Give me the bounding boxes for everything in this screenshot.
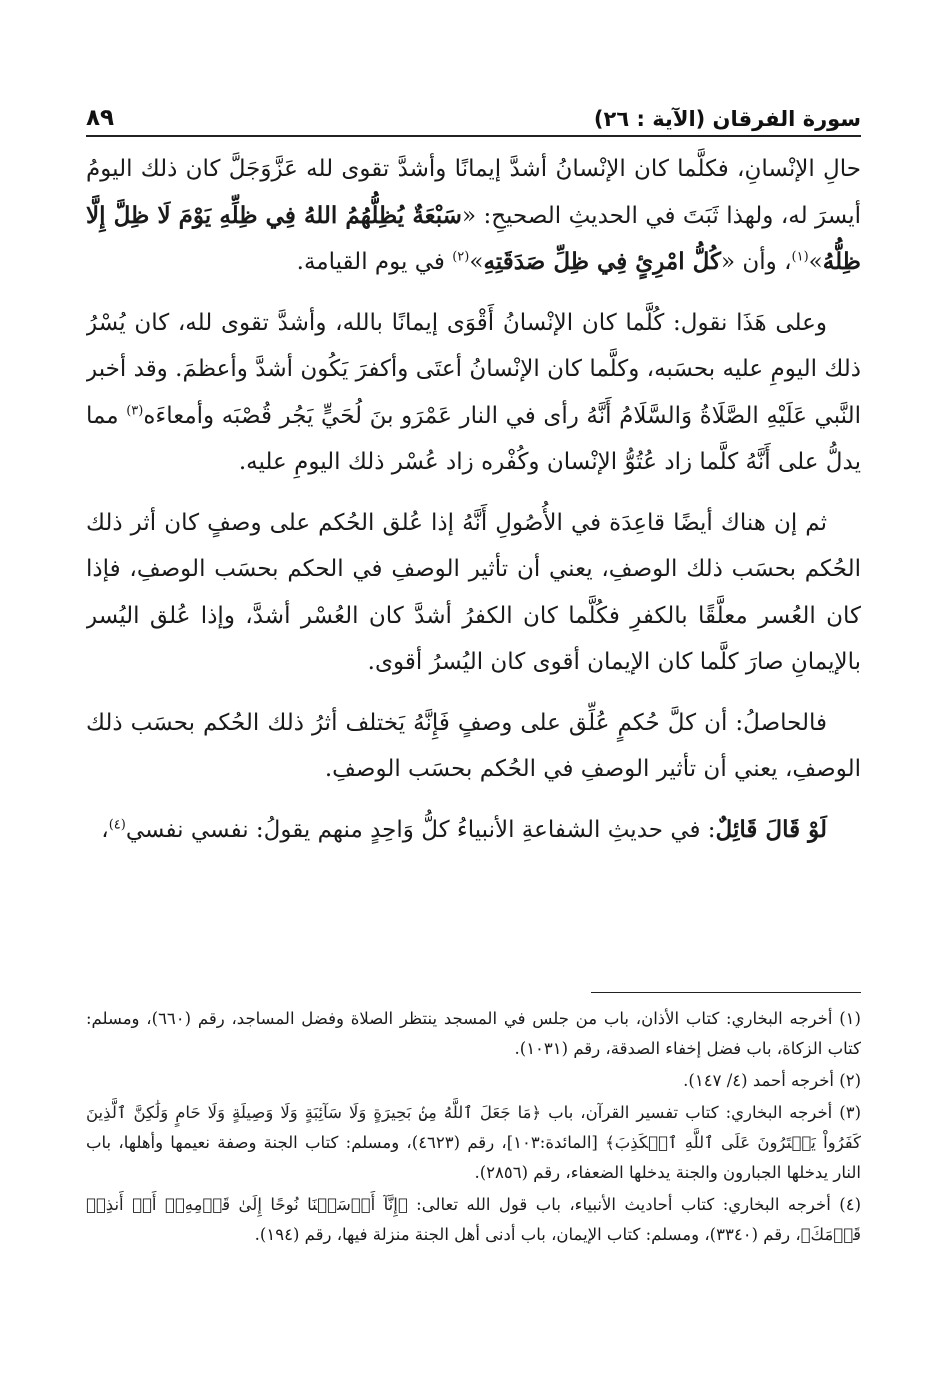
paragraph-5-text: : في حديثِ الشفاعةِ الأنبياءُ كلُّ وَاحِدٍ منهم يقولُ: نفسي نفسي (125, 816, 716, 843)
footnote-text: [المائدة:١٠٣]، رقم (٤٦٢٣)، ومسلم: كتاب الجنة وصفة نعيمها وأهلها، باب النار يدخلها الجبارون والجنة يدخلها الضعفاء، رقم (٢٨٥٦). (86, 1133, 861, 1182)
paragraph-2 (86, 300, 861, 486)
footnote-3 (86, 1098, 861, 1188)
paragraph-5 (86, 807, 861, 854)
page-header (86, 95, 861, 137)
footnote-text: أخرجه أحمد (٤/ ١٤٧). (683, 1071, 834, 1090)
paragraph-1 (86, 146, 861, 286)
footnote-text: أخرجه البخاري: كتاب تفسير القرآن، باب (541, 1103, 833, 1122)
paragraph-1-text: ، وأن « (721, 249, 792, 275)
footnotes (86, 1004, 861, 1304)
footnote-ref-2[interactable]: (٢) (452, 249, 470, 265)
footnote-2 (86, 1066, 861, 1096)
footnote-text: أخرجه البخاري: كتاب أحاديث الأنبياء، باب قول الله تعالى: (407, 1195, 831, 1214)
footnote-ref-4[interactable]: (٤) (108, 816, 126, 832)
footnote-text: أخرجه البخاري: كتاب الأذان، باب من جلس في المسجد ينتظر الصلاة وفضل المساجد، رقم (٦٦٠)، ومسلم: كتاب الزكاة، باب فضل إخفاء الصدقة، رقم (١٠٣١). (86, 1009, 861, 1058)
quote-close: » (469, 249, 484, 275)
footnote-number: (٢) (839, 1071, 861, 1090)
paragraph-5-text: ، (101, 816, 109, 843)
footnote-ref-3[interactable]: (٣) (126, 402, 144, 418)
footnote-number: (٤) (839, 1195, 861, 1214)
quran-verse: ﴿مَا جَعَلَ ٱللَّهُ مِنۢ بَحِيرَةٍ وَلَا سَآئِبَةٍ وَلَا وَصِيلَةٍ وَلَا حَامٍ وَلَٰكِنَّ ٱلَّذِينَ كَفَرُواْ يَفۡتَرُونَ عَلَى ٱللَّهِ ٱلۡكَذِبَ﴾ (86, 1103, 861, 1152)
footnote-divider (591, 992, 861, 993)
footnote-number: (١) (839, 1009, 861, 1028)
question-lead: لَوْ قَالَ قَائِلٌ (715, 815, 827, 843)
paragraph-1-text: في يوم القيامة. (296, 249, 453, 275)
footnote-ref-1[interactable]: (١) (791, 249, 809, 265)
paragraph-2-text: مما يدلُّ على أَنَّهُ كلَّما زاد عُتُوُّ الإنْسان وكُفْره زاد عُسْر ذلك اليومِ عليه. (86, 402, 861, 475)
paragraph-4: فالحاصلُ: أن كلَّ حُكمٍ عُلِّق على وصفٍ فَإِنَّهُ يَختلف أثرُ ذلك الحُكم بحسَب ذلك الوصفِ، يعني أن تأثير الوصفِ في الحُكم بحسَب الوصفِ. (86, 709, 861, 782)
main-text (86, 146, 861, 971)
paragraph-1-text: حالِ الإنْسانِ، فكلَّما كان الإنْسانُ أشدَّ إيمانًا وأشدَّ تقوى لله عَزَّوَجَلَّ كان ذلك اليومُ أيسرَ له، ولهذا ثَبَتَ في الحديثِ الصحيحِ: « (86, 156, 861, 229)
quran-verse: ﴿إِنَّآ أَرۡسَلۡنَا نُوحًا إِلَىٰ قَوۡمِهِۦٓ أَنۡ أَنذِرۡ قَوۡمَكَ﴾ (86, 1195, 861, 1244)
footnote-text: ، رقم (٣٣٤٠)، ومسلم: كتاب الإيمان، باب أدنى أهل الجنة منزلة فيها، رقم (١٩٤). (254, 1225, 801, 1244)
paragraph-2-text: وعلى هَذَا نقول: كُلَّما كان الإنْسانُ أَقْوَى إيمانًا بالله، وأشدَّ تقوى لله، كان يُسْرُ ذلك اليومِ عليه بحسَبه، وكلَّما كان الإنْسانُ أعتَى وأكفرَ يَكُون أشدَّ وأعظمَ. وقد أخبر النَّبي عَلَيْهِ الصَّلَاةُ وَالسَّلَامُ أَنَّهُ رأى في النار عَمْرَو بنَ لُحَيٍّ يَجُر قُصْبَه وأمعاءَه (86, 309, 861, 429)
paragraph-3: ثم إن هناك أيضًا قاعِدَة في الأُصُولِ أَنَّهُ إذا عُلق الحُكم على وصفٍ كان أثر ذلك الحُكم بحسَب ذلك الوصفِ، يعني أن تأثير الوصفِ في الحكم بحسَب الوصفِ، فإذا كان العُسر معلَّقًا بالكفرِ فكُلَّما كان الكفرُ أشدَّ كان العُسْر أشدَّ، وإذا عُلق اليُسر بالإيمانِ صارَ كلَّما كان الإيمان أقوى كان اليُسرُ أقوى. (86, 509, 861, 675)
footnote-number: (٣) (839, 1103, 861, 1122)
footnote-1 (86, 1004, 861, 1064)
page-number: ٨٩ (86, 105, 115, 131)
quote-close: » (808, 249, 823, 275)
hadith-quote-2: كُلُّ امْرِئٍ فِي ظِلِّ صَدَقَتِهِ (483, 248, 721, 275)
footnote-4 (86, 1190, 861, 1250)
hadith-quote-1: سَبْعَةٌ يُظِلُّهُمُ اللهُ فِي ظِلِّهِ يَوْمَ لَا ظِلَّ إِلَّا ظِلُّهُ (86, 201, 861, 275)
running-title: سورة الفرقان (الآية : ٢٦) (593, 107, 861, 131)
